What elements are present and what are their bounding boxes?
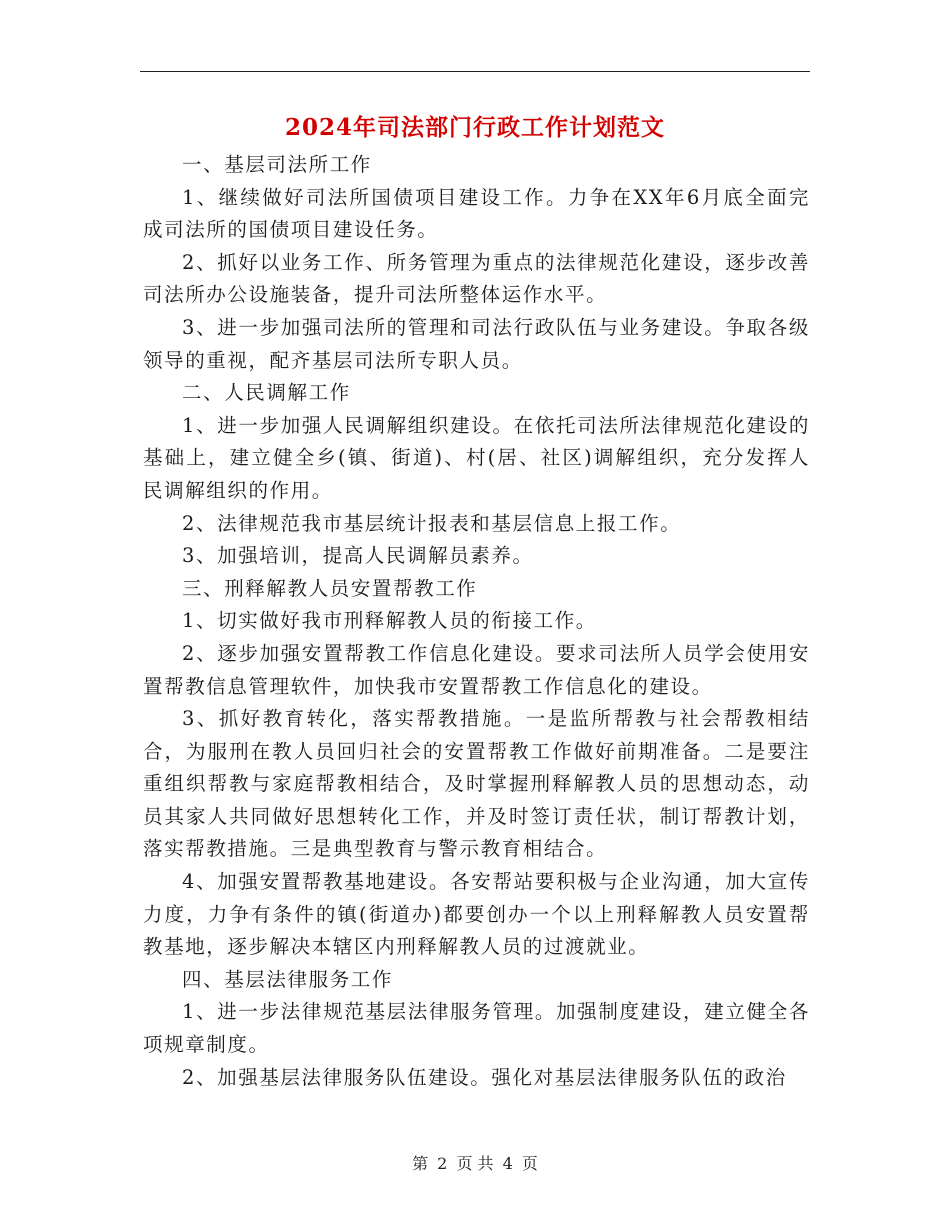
paragraph: 1、进一步法律规范基层法律服务管理。加强制度建设，建立健全各项规章制度。 [143,1000,810,1057]
paragraph: 3、加强培训，提高人民调解员素养。 [182,544,534,568]
section-heading: 一、基层司法所工作 [182,153,372,176]
section-heading: 三、刑释解教人员安置帮教工作 [182,576,478,600]
paragraph: 2、逐步加强安置帮教工作信息化建设。要求司法所人员学会使用安置帮教信息管理软件，加快我市安置帮教工作信息化的建设。 [143,641,810,698]
paragraph: 1、继续做好司法所国债项目建设工作。力争在XX年6月底全面完成司法所的国债项目建设任务。 [143,185,810,242]
document-body [143,149,810,1094]
paragraph: 2、法律规范我市基层统计报表和基层信息上报工作。 [182,511,682,535]
document-title: 2024年司法部门行政工作计划范文 [284,114,665,141]
page-number-current: 2 [437,1154,448,1173]
paragraph: 3、抓好教育转化，落实帮教措施。一是监所帮教与社会帮教相结合，为服刑在教人员回归社会的安置帮教工作做好前期准备。二是要注重组织帮教与家庭帮教相结合，及时掌握刑释解教人员的思想动态，动员其家人共同做好思想转化工作，并及时签订责任状，制订帮教计划，落实帮教措施。三是典型教育与警示教育相结合。 [143,707,810,861]
paragraph: 4、加强安置帮教基地建设。各安帮站要积极与企业沟通，加大宣传力度，力争有条件的镇(街道办)都要创办一个以上刑释解教人员安置帮教基地，逐步解决本辖区内刑释解教人员的过渡就业。 [143,870,810,959]
section-heading: 四、基层法律服务工作 [182,967,394,991]
paragraph: 1、切实做好我市刑释解教人员的衔接工作。 [182,609,597,633]
footer-label-of: 页 共 [456,1154,494,1173]
paragraph: 2、加强基层法律服务队伍建设。强化对基层法律服务队伍的政治 [182,1065,787,1089]
paragraph: 3、进一步加强司法所的管理和司法行政队伍与业务建设。争取各级领导的重视，配齐基层司法所专职人员。 [143,315,810,372]
header-rule [140,71,810,72]
paragraph: 1、进一步加强人民调解组织建设。在依托司法所法律规范化建设的基础上，建立健全乡(镇、街道)、村(居、社区)调解组织，充分发挥人民调解组织的作用。 [143,413,810,502]
footer-label-page: 第 [412,1154,429,1173]
footer-label-pages: 页 [521,1154,538,1173]
section-heading: 二、人民调解工作 [182,381,351,405]
paragraph: 2、抓好以业务工作、所务管理为重点的法律规范化建设，逐步改善司法所办公设施装备，提升司法所整体运作水平。 [143,250,810,307]
page-number-total: 4 [502,1154,513,1173]
page-footer [0,1152,950,1176]
